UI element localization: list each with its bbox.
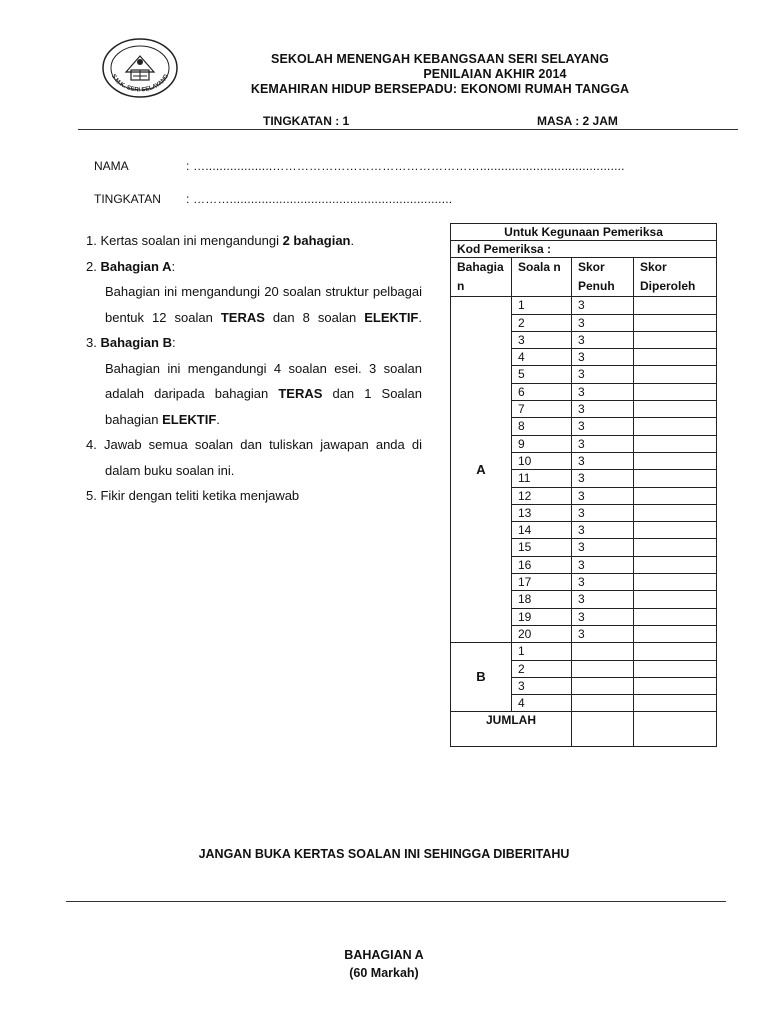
instruction-3-line-2: adalah daripada bahagian TERAS dan 1 Soalan <box>105 386 423 401</box>
question-number: 2 <box>512 314 572 331</box>
question-number: 1 <box>512 297 572 314</box>
full-score: 3 <box>572 522 634 539</box>
exam-duration: MASA : 2 JAM <box>537 114 618 128</box>
question-number: 9 <box>512 435 572 452</box>
question-number: 8 <box>512 418 572 435</box>
score-obtained-cell[interactable] <box>634 608 717 625</box>
instruction-4-line-2: dalam buku soalan ini. <box>105 462 235 478</box>
question-number: 10 <box>512 452 572 469</box>
subject-title: KEMAHIRAN HIDUP BERSEPADU: EKONOMI RUMAH TANGGA <box>250 82 630 96</box>
score-obtained-cell[interactable] <box>634 643 717 660</box>
score-obtained-cell[interactable] <box>634 349 717 366</box>
total-label: JUMLAH <box>451 712 572 747</box>
form-label: TINGKATAN <box>94 192 161 206</box>
score-obtained-cell[interactable] <box>634 677 717 694</box>
score-obtained-cell[interactable] <box>634 435 717 452</box>
score-obtained-cell[interactable] <box>634 556 717 573</box>
header-divider <box>78 129 738 130</box>
col-header-question: Soala n <box>512 258 572 297</box>
score-obtained-cell[interactable] <box>634 314 717 331</box>
warning-notice: JANGAN BUKA KERTAS SOALAN INI SEHINGGA DIBERITAHU <box>198 847 570 861</box>
question-number: 11 <box>512 470 572 487</box>
score-obtained-cell[interactable] <box>634 470 717 487</box>
score-obtained-cell[interactable] <box>634 695 717 712</box>
question-number: 3 <box>512 331 572 348</box>
name-field[interactable]: : …...................……………………………………………......................................... <box>186 159 625 173</box>
score-obtained-cell[interactable] <box>634 625 717 642</box>
section-b-label: B <box>451 643 512 712</box>
section-a-label: A <box>451 297 512 643</box>
question-number: 3 <box>512 677 572 694</box>
full-score: 3 <box>572 487 634 504</box>
name-label: NAMA <box>94 159 129 173</box>
examiner-code: Kod Pemeriksa : <box>451 241 717 258</box>
form-field[interactable]: : ………............................................................... <box>186 192 453 206</box>
instructions <box>86 228 422 509</box>
question-number: 16 <box>512 556 572 573</box>
full-score-cell <box>572 643 634 660</box>
full-score: 3 <box>572 435 634 452</box>
question-number: 6 <box>512 383 572 400</box>
full-score: 3 <box>572 418 634 435</box>
full-score-cell <box>572 660 634 677</box>
col-header-section: Bahagia n <box>451 258 512 297</box>
section-a-title: BAHAGIAN A <box>344 948 424 962</box>
school-logo <box>100 36 180 100</box>
full-score: 3 <box>572 608 634 625</box>
full-score: 3 <box>572 383 634 400</box>
question-number: 4 <box>512 695 572 712</box>
score-obtained-cell[interactable] <box>634 401 717 418</box>
question-number: 19 <box>512 608 572 625</box>
score-obtained-cell[interactable] <box>634 487 717 504</box>
question-number: 7 <box>512 401 572 418</box>
total-score-obtained-cell[interactable] <box>634 712 717 747</box>
score-obtained-cell[interactable] <box>634 660 717 677</box>
instruction-2-line-2: bentuk 12 soalan TERAS dan 8 soalan ELEKTIF. <box>105 309 422 325</box>
score-obtained-cell[interactable] <box>634 366 717 383</box>
section-a-marks: (60 Markah) <box>349 966 419 980</box>
score-obtained-cell[interactable] <box>634 297 717 314</box>
question-number: 18 <box>512 591 572 608</box>
score-obtained-cell[interactable] <box>634 383 717 400</box>
score-obtained-cell[interactable] <box>634 522 717 539</box>
examiner-table-title: Untuk Kegunaan Pemeriksa <box>451 224 717 241</box>
question-number: 1 <box>512 643 572 660</box>
full-score: 3 <box>572 574 634 591</box>
table-row <box>451 297 717 314</box>
question-number: 4 <box>512 349 572 366</box>
instruction-3-line-1: Bahagian ini mengandungi 4 soalan esei. 3 soalan <box>105 360 422 376</box>
question-number: 2 <box>512 660 572 677</box>
instruction-2: 2. Bahagian A: <box>86 258 176 274</box>
score-obtained-cell[interactable] <box>634 331 717 348</box>
question-number: 5 <box>512 366 572 383</box>
full-score: 3 <box>572 297 634 314</box>
full-score: 3 <box>572 591 634 608</box>
exam-title: PENILAIAN AKHIR 2014 <box>423 67 567 81</box>
full-score-cell <box>572 695 634 712</box>
full-score: 3 <box>572 331 634 348</box>
instruction-5: 5. Fikir dengan teliti ketika menjawab <box>86 488 300 503</box>
full-score: 3 <box>572 625 634 642</box>
full-score-cell <box>572 677 634 694</box>
question-number: 17 <box>512 574 572 591</box>
logo-text: S.M.K. SERI SELAYANG <box>109 73 171 94</box>
score-obtained-cell[interactable] <box>634 452 717 469</box>
full-score: 3 <box>572 539 634 556</box>
question-number: 13 <box>512 504 572 521</box>
full-score: 3 <box>572 556 634 573</box>
score-obtained-cell[interactable] <box>634 418 717 435</box>
full-score: 3 <box>572 401 634 418</box>
instruction-1: 1. Kertas soalan ini mengandungi 2 bahagian. <box>86 233 355 248</box>
table-row <box>451 643 717 660</box>
footer-divider <box>66 901 726 902</box>
form-level: TINGKATAN : 1 <box>263 114 350 128</box>
full-score: 3 <box>572 452 634 469</box>
score-obtained-cell[interactable] <box>634 574 717 591</box>
examiner-table <box>450 223 717 747</box>
question-number: 14 <box>512 522 572 539</box>
instruction-2-line-1: Bahagian ini mengandungi 20 soalan struktur pelbagai <box>105 284 422 299</box>
question-number: 20 <box>512 625 572 642</box>
total-full-score-cell <box>572 712 634 747</box>
full-score: 3 <box>572 366 634 383</box>
school-name: SEKOLAH MENENGAH KEBANGSAAN SERI SELAYANG <box>271 52 609 66</box>
score-obtained-cell[interactable] <box>634 591 717 608</box>
question-number: 12 <box>512 487 572 504</box>
score-obtained-cell[interactable] <box>634 504 717 521</box>
col-header-full-score: Skor Penuh <box>572 258 634 297</box>
full-score: 3 <box>572 470 634 487</box>
col-header-score-obtained: Skor Diperoleh <box>634 258 717 297</box>
full-score: 3 <box>572 504 634 521</box>
full-score: 3 <box>572 314 634 331</box>
total-row <box>451 712 717 747</box>
instruction-3-line-3: bahagian ELEKTIF. <box>105 411 220 427</box>
question-number: 15 <box>512 539 572 556</box>
score-obtained-cell[interactable] <box>634 539 717 556</box>
full-score: 3 <box>572 349 634 366</box>
instruction-4: 4. Jawab semua soalan dan tuliskan jawapan anda di <box>86 437 422 452</box>
instruction-3: 3. Bahagian B: <box>86 335 176 350</box>
